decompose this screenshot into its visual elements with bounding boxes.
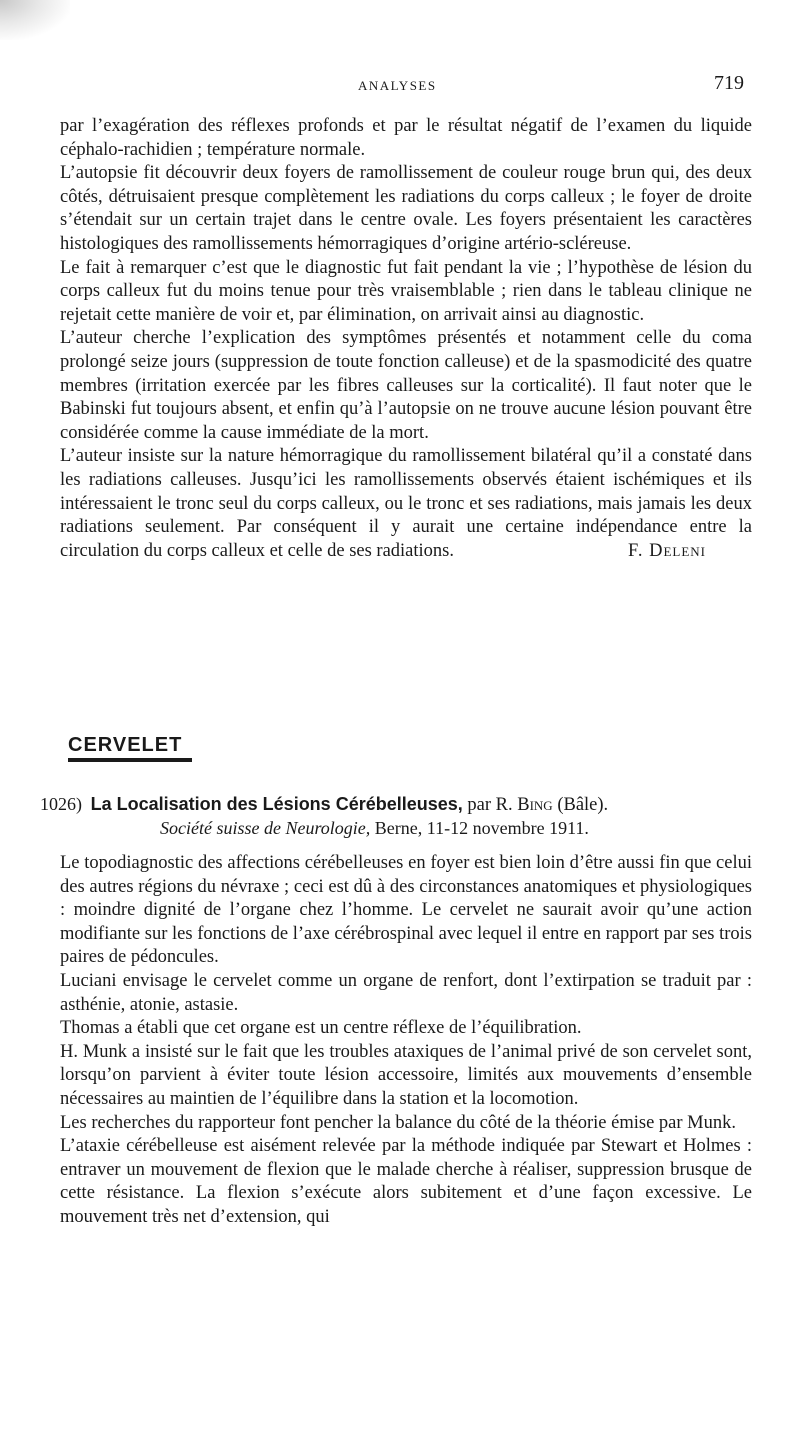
paragraph: Le topodiagnostic des affections cérébelleuses en foyer est bien loin d’être aussi fin que celui des autres régions du névraxe ; ceci est dû à des circonstances anatomiques et physiologiques : moindre dignité de l’organe chez l’homme. Le cervelet ne saurait avoir qu’une action modifiante sur les fonctions de l’axe cérébrospinal avec lequel il entre en rapport par ses trois paires de pédoncules. (60, 853, 752, 968)
paragraph: Luciani envisage le cervelet comme un organe de renfort, dont l’extirpation se traduit par : asthénie, atonie, astasie. (60, 970, 752, 1015)
entry-society: Société suisse de Neurologie, (160, 818, 371, 838)
paragraph: Les recherches du rapporteur font pencher la balance du côté de la théorie émise par Munk. (60, 1112, 736, 1133)
paragraph: Thomas a établi que cet organe est un centre réflexe de l’équilibration. (60, 1018, 582, 1039)
entry-number: 1026) (40, 794, 82, 814)
closing-paragraph (60, 445, 752, 563)
paragraph: L’auteur cherche l’explication des symptômes présentés et notamment celle du coma prolongé seize jours (suppression de toute fonction calleuse) et de la spasmodicité des quatre membres (irritation exercée par les fibres calleuses sur la corticalité). Il faut noter que le Babinski fut toujours absent, et enfin qu’à l’autopsie on ne trouve aucune lésion pouvant être considérée comme la cause immédiate de la mort. (60, 328, 752, 443)
page-corner-shadow (0, 0, 70, 40)
entry-source (160, 818, 589, 839)
entry-title: La Localisation des Lésions Cérébelleuses, (90, 794, 463, 814)
running-head (0, 70, 800, 100)
page-number: 719 (714, 72, 744, 94)
paragraph: Le fait à remarquer c’est que le diagnostic fut fait pendant la vie ; l’hypothèse de lésion du corps calleux fut du moins tenue pour très vraisemblable ; rien dans le tableau clinique ne rejetait cette manière de voir et, par élimination, on arrivait ainsi au diagnostic. (60, 257, 752, 325)
running-head-title: ANALYSES (358, 78, 437, 93)
section-heading: CERVELET (68, 734, 183, 756)
entry-header (40, 794, 760, 816)
paragraph: H. Munk a insisté sur le fait que les troubles ataxiques de l’animal privé de son cervelet sont, lorsqu’on parvient à éviter toute lésion accessoire, limités aux mouvements d’ensemble nécessaires au maintien de l’équilibre dans la station et la locomotion. (60, 1041, 752, 1109)
section-heading-underline (68, 758, 192, 762)
bottom-text-block (60, 852, 752, 1230)
entry-author: R. Bing (495, 795, 553, 815)
entry-city: (Bâle). (557, 795, 609, 815)
entry-by: par (467, 795, 492, 815)
paragraph: L’autopsie fit découvrir deux foyers de ramollissement de couleur rouge brun qui, des deux côtés, détruisaient presque complètement les radiations du corps calleux ; le foyer de droite s’étendait sur un certain trajet dans le centre ovale. Les foyers présentaient les caractères histologiques des ramollissements hémorragiques d’origine artério-scléreuse. (60, 163, 752, 254)
top-text-block (60, 115, 752, 563)
paragraph: L’ataxie cérébelleuse est aisément relevée par la méthode indiquée par Stewart et Holmes : entraver un mouvement de flexion que le malade cherche à réaliser, suppression brusque de cette résistance. La flexion s’exécute alors subitement et d’une façon excessive. Le mouvement très net d’extension, qui (60, 1136, 752, 1227)
paragraph: L’auteur insiste sur la nature hémorragique du ramollissement bilatéral qu’il a constaté dans les radiations calleuses. Jusqu’ici les ramollissements observés étaient ischémiques et ils intéressaient le tronc seul du corps calleux, ou le tronc et ses radiations, mais jamais les deux radiations seulement. Par conséquent il y aurait une certaine indépendance entre la circulation du corps calleux et celle de ses radiations. (60, 446, 752, 561)
paragraph: par l’exagération des réflexes profonds et par le résultat négatif de l’examen du liquide céphalo-rachidien ; température normale. (60, 116, 752, 160)
entry-meeting: Berne, 11-12 novembre 1911. (374, 818, 589, 838)
author-signature: F. Deleni (628, 540, 706, 561)
